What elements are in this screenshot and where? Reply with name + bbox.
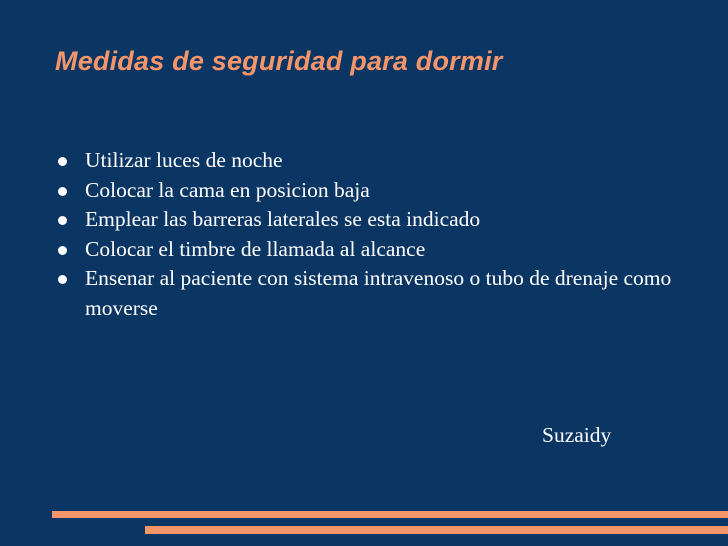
bullet-dot-icon — [58, 187, 67, 196]
bullet-text: Emplear las barreras laterales se esta indicado — [85, 207, 481, 231]
bullet-item — [56, 176, 706, 206]
bullet-item — [56, 264, 706, 323]
decorative-bar-bottom — [145, 526, 728, 534]
bullet-item — [56, 235, 706, 265]
bullet-text: Colocar el timbre de llamada al alcance — [85, 236, 426, 261]
bullet-dot-icon — [58, 157, 67, 166]
decorative-bar-top — [52, 511, 728, 518]
bullet-dot-icon — [58, 246, 67, 255]
slide-title: Medidas de seguridad para dormir — [55, 46, 503, 76]
bullet-item — [56, 146, 706, 176]
bullet-list — [56, 146, 706, 323]
bullet-text: Ensenar al paciente con sistema intravenoso o tubo de drenaje como moverse — [85, 266, 672, 320]
bullet-item — [56, 205, 706, 235]
bullet-text: Utilizar luces de noche — [85, 148, 283, 172]
bullet-dot-icon — [58, 275, 67, 284]
author-signature: Suzaidy — [542, 423, 612, 447]
bullet-dot-icon — [58, 216, 67, 225]
bullet-text: Colocar la cama en posicion baja — [85, 177, 370, 202]
